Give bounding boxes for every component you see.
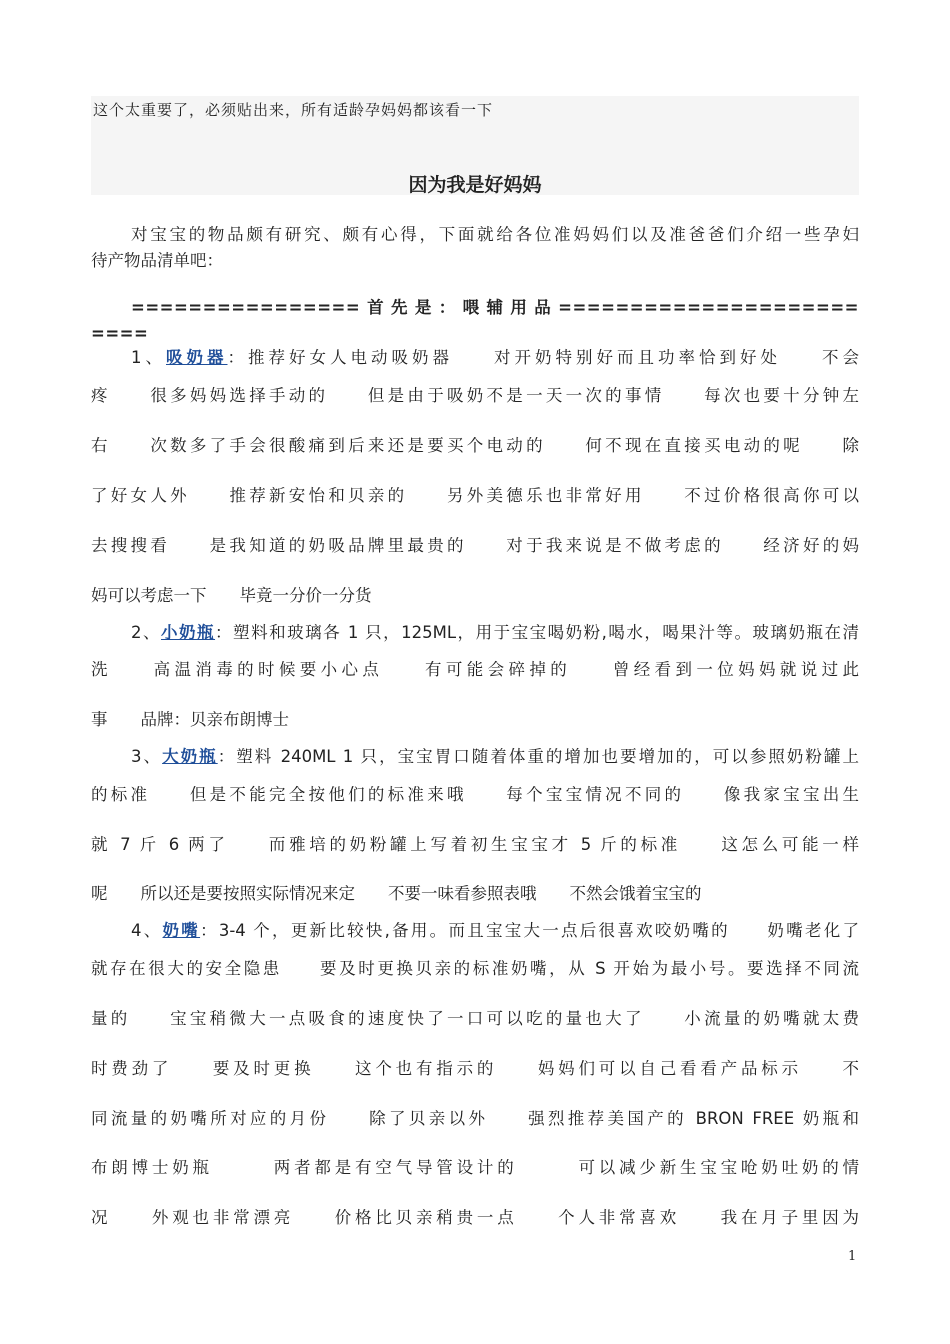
item-text: ：塑料和玻璃各 1 只，125ML，用于宝宝喝奶粉,喝水，喝果汁等。玻璃奶瓶在清 bbox=[215, 623, 860, 642]
item-1-line-4: 了好女人外 推荐新安怡和贝亲的 另外美德乐也非常好用 不过价格很高你可以 bbox=[91, 486, 859, 505]
item-3-line-3: 就 7 斤 6 两了 而雅培的奶粉罐上写着初生宝宝才 5 斤的标准 这怎么可能一样 bbox=[91, 835, 859, 854]
item-1-line-2: 疼 很多妈妈选择手动的 但是由于吸奶不是一天一次的事情 每次也要十分钟左 bbox=[91, 386, 859, 405]
item-3-line-4: 呢 所以还是要按照实际情况来定 不要一味看参照表哦 不然会饿着宝宝的 bbox=[91, 884, 702, 903]
link-breast-pump[interactable]: 吸奶器 bbox=[166, 348, 228, 367]
item-number: 1、 bbox=[131, 348, 166, 367]
link-nipple[interactable]: 奶嘴 bbox=[162, 921, 201, 940]
section-separator: ================首先是：喂辅用品===================== bbox=[131, 298, 859, 317]
page-number: 1 bbox=[848, 1249, 857, 1264]
item-text: ：推荐好女人电动吸奶器 对开奶特别好而且功率恰到好处 不会 bbox=[227, 348, 859, 367]
item-4-line-4: 时费劲了 要及时更换 这个也有指示的 妈妈们可以自己看看产品标示 不 bbox=[91, 1059, 859, 1078]
link-small-bottle[interactable]: 小奶瓶 bbox=[161, 623, 216, 642]
lead-line-2: 待产物品清单吧： bbox=[91, 251, 223, 270]
page-title: 因为我是好妈妈 bbox=[408, 174, 542, 196]
item-number: 4、 bbox=[131, 921, 163, 940]
item-1-line-1 bbox=[91, 346, 859, 370]
intro-text: 这个太重要了，必须贴出来，所有适龄孕妈妈都该看一下 bbox=[93, 101, 494, 119]
item-3-line-1 bbox=[91, 745, 859, 769]
link-large-bottle[interactable]: 大奶瓶 bbox=[162, 747, 218, 766]
item-number: 2、 bbox=[131, 623, 162, 642]
item-text: ：3-4 个，更新比较快,备用。而且宝宝大一点后很喜欢咬奶嘴的 奶嘴老化了 bbox=[200, 921, 859, 940]
item-1-line-5: 去搜搜看 是我知道的奶吸品牌里最贵的 对于我来说是不做考虑的 经济好的妈 bbox=[91, 536, 859, 555]
item-1-line-3: 右 次数多了手会很酸痛到后来还是要买个电动的 何不现在直接买电动的呢 除 bbox=[91, 436, 859, 455]
item-4-line-3: 量的 宝宝稍微大一点吸食的速度快了一口可以吃的量也大了 小流量的奶嘴就太费 bbox=[91, 1009, 859, 1028]
item-4-line-2: 就存在很大的安全隐患 要及时更换贝亲的标准奶嘴，从 S 开始为最小号。要选择不同流 bbox=[91, 959, 859, 978]
item-3-line-2: 的标准 但是不能完全按他们的标准来哦 每个宝宝情况不同的 像我家宝宝出生 bbox=[91, 785, 859, 804]
item-2-line-1 bbox=[91, 621, 859, 645]
section-separator-tail: ==== bbox=[91, 324, 149, 343]
item-4-line-1 bbox=[91, 919, 859, 943]
item-2-line-3: 事 品牌：贝亲布朗博士 bbox=[91, 710, 289, 729]
item-text: ：塑料 240ML 1 只，宝宝胃口随着体重的增加也要增加的，可以参照奶粉罐上 bbox=[217, 747, 860, 766]
item-number: 3、 bbox=[131, 747, 163, 766]
item-4-line-7: 况 外观也非常漂亮 价格比贝亲稍贵一点 个人非常喜欢 我在月子里因为 bbox=[91, 1208, 859, 1227]
item-1-line-6: 妈可以考虑一下 毕竟一分价一分货 bbox=[91, 586, 372, 605]
item-2-line-2: 洗 高温消毒的时候要小心点 有可能会碎掉的 曾经看到一位妈妈就说过此 bbox=[91, 660, 859, 679]
lead-line-1: 对宝宝的物品颇有研究、颇有心得，下面就给各位准妈妈们以及准爸爸们介绍一些孕妇 bbox=[131, 225, 859, 244]
item-4-line-5: 同流量的奶嘴所对应的月份 除了贝亲以外 强烈推荐美国产的 BRON FREE 奶瓶和 bbox=[91, 1109, 859, 1128]
item-4-line-6: 布朗博士奶瓶 两者都是有空气导管设计的 可以减少新生宝宝呛奶吐奶的情 bbox=[91, 1158, 859, 1177]
